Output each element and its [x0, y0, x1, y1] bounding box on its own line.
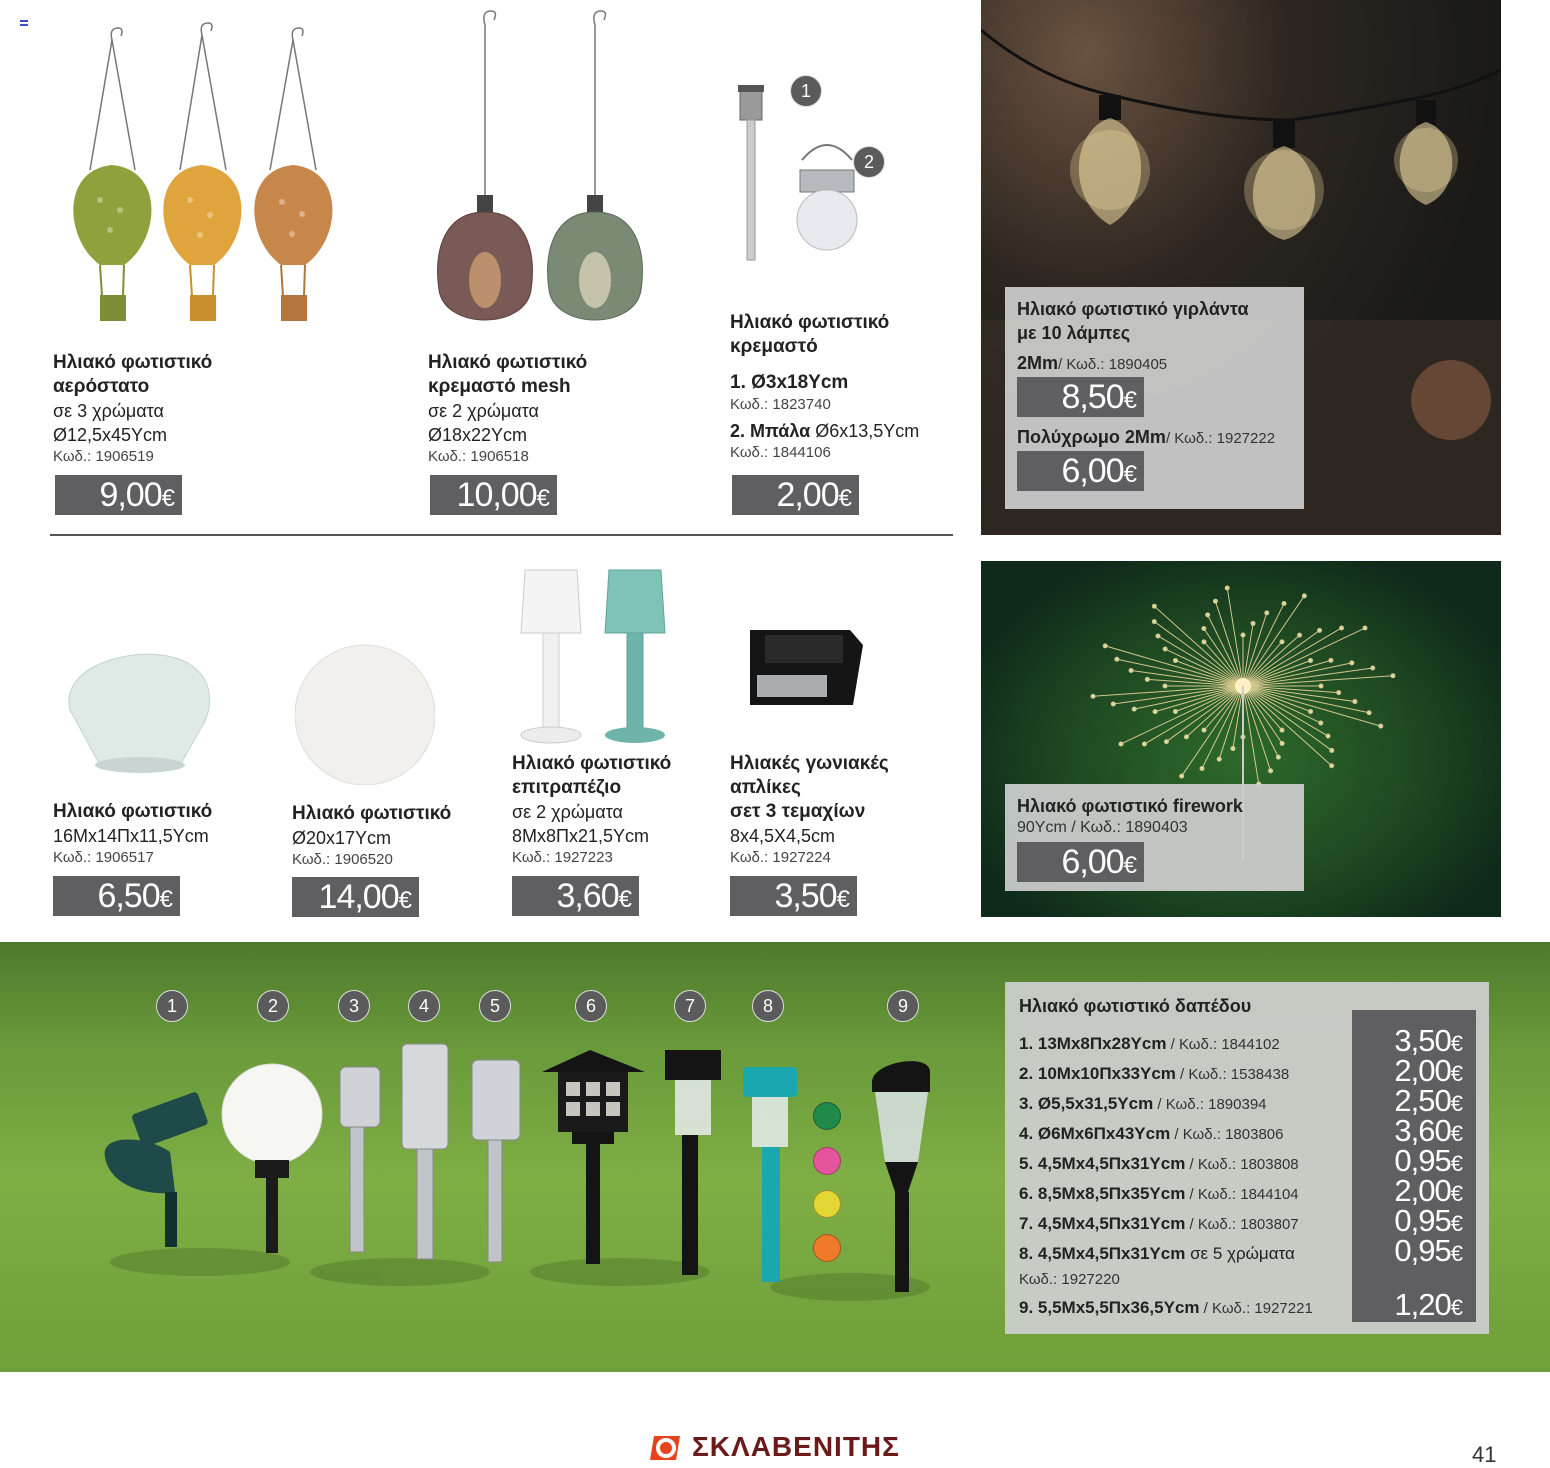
euro-sign: €	[536, 485, 549, 512]
euro-sign: €	[1450, 1091, 1462, 1116]
variant-name: 2. Μπάλα	[730, 421, 811, 441]
lamp-number-badge: 7	[674, 990, 706, 1022]
product-title: απλίκες	[730, 777, 801, 798]
euro-sign: €	[1450, 1181, 1462, 1206]
euro-sign: €	[1123, 387, 1136, 414]
euro-sign: €	[1450, 1295, 1462, 1320]
product-code: Κωδ.: 1823740	[730, 396, 831, 413]
price-tag	[1352, 1173, 1476, 1208]
price-value: 2,00	[776, 476, 839, 514]
stone-lamp-image	[60, 640, 220, 780]
spec-row	[1019, 1089, 1359, 1119]
euro-sign: €	[1450, 1151, 1462, 1176]
firework-info-box	[1005, 784, 1304, 891]
lamp-number-badge: 1	[156, 990, 188, 1022]
price-value: 2,50	[1394, 1083, 1451, 1118]
product-code: Κωδ.: 1844106	[730, 444, 831, 461]
euro-sign: €	[1450, 1241, 1462, 1266]
product-size: Ø20x17Ycm	[292, 828, 392, 848]
euro-sign: €	[161, 485, 174, 512]
lamp-number-badge: 5	[479, 990, 511, 1022]
lamp-number-badge: 8	[752, 990, 784, 1022]
price-value: 6,00	[1061, 452, 1124, 490]
euro-sign: €	[1450, 1211, 1462, 1236]
balloon-lanterns-image	[60, 10, 350, 330]
product-desc: σε 2 χρώματα	[512, 802, 623, 822]
product-title: Ηλιακό φωτιστικό γιρλάντα	[1017, 299, 1249, 319]
price-tag	[1017, 377, 1144, 417]
spec-size: 2. 10Mx10Πx33Ycm	[1019, 1064, 1176, 1083]
variant-badge: 1	[790, 75, 822, 107]
garland-option-1	[1017, 351, 1292, 375]
ball-lamp-image	[295, 640, 435, 785]
product-code: Κωδ.: 1906520	[292, 851, 393, 868]
price-value: 6,00	[1061, 843, 1124, 881]
spec-size: 5. 4,5Mx4,5Πx31Ycm	[1019, 1154, 1186, 1173]
spec-row	[1019, 1293, 1359, 1323]
page-number: 41	[1472, 1442, 1497, 1467]
price-tag	[1352, 1083, 1476, 1118]
color-swatch	[813, 1190, 841, 1218]
product-title: αερόστατο	[53, 376, 150, 397]
price-value: 3,50	[1394, 1023, 1451, 1058]
price-tag	[53, 876, 180, 916]
table-lamps-image	[515, 565, 675, 750]
product-size: 8Mx8Πx21,5Ycm	[512, 826, 650, 846]
variant-badge: 2	[853, 146, 885, 178]
price-value: 0,95	[1394, 1143, 1451, 1178]
color-swatch	[813, 1147, 841, 1175]
product-title: Ηλιακές γωνιακές	[730, 753, 889, 774]
product-title: Ηλιακό φωτιστικό firework	[1017, 796, 1243, 816]
price-tag	[1352, 1233, 1476, 1268]
spec-size: 1. 13Mx8Πx28Ycm	[1019, 1034, 1167, 1053]
price-value: 14,00	[318, 878, 399, 916]
product-code: / Κωδ.: 1844104	[1185, 1186, 1299, 1203]
lamp-number-badge: 2	[257, 990, 289, 1022]
product-code: / Κωδ.: 1538438	[1175, 1066, 1290, 1083]
price-value: 3,60	[1394, 1113, 1451, 1148]
corner-wall-lights-image	[745, 620, 870, 715]
product-desc: σε 3 χρώματα	[53, 401, 164, 421]
price-tag	[1017, 451, 1144, 491]
price-value: 2,00	[1394, 1053, 1451, 1088]
brand-name: ΣΚΛΑΒΕΝΙΤΗΣ	[692, 1431, 900, 1462]
spec-size: 4. Ø6Mx6Πx43Ycm	[1019, 1124, 1171, 1143]
floor-spec-list	[1019, 1029, 1359, 1323]
product-code: Κωδ.: 1906519	[53, 448, 154, 465]
price-tag	[730, 876, 857, 916]
spec-row	[1019, 1029, 1359, 1059]
product-code: / Κωδ.: 1927222	[1165, 430, 1276, 447]
product-title: Ηλιακό φωτιστικό	[53, 801, 213, 822]
floor-price-column	[1352, 1010, 1476, 1322]
product-title: Ηλιακό φωτιστικό	[292, 803, 452, 824]
product-size: Ø18x22Ycm	[428, 425, 528, 445]
price-tag	[1352, 1143, 1476, 1178]
spec-row	[1019, 1059, 1359, 1089]
price-tag	[55, 475, 182, 515]
euro-sign: €	[838, 485, 851, 512]
price-tag	[1352, 1053, 1476, 1088]
brand-logo	[650, 1430, 900, 1464]
price-value: 9,00	[99, 476, 162, 514]
spec-row	[1019, 1239, 1359, 1269]
lamp-number-badge: 3	[338, 990, 370, 1022]
spec-row	[1019, 1179, 1359, 1209]
product-title: με 10 λάμπες	[1017, 323, 1131, 343]
price-tag	[1352, 1287, 1476, 1322]
price-value: 10,00	[456, 476, 537, 514]
spec-size: 6. 8,5Mx8,5Πx35Ycm	[1019, 1184, 1186, 1203]
spec-row	[1019, 1119, 1359, 1149]
product-title: Ηλιακό φωτιστικό	[428, 352, 588, 373]
spec-row	[1019, 1269, 1359, 1293]
price-value: 0,95	[1394, 1203, 1451, 1238]
price-value: 3,50	[774, 877, 837, 915]
flag-icon	[20, 20, 28, 26]
euro-sign: €	[1450, 1121, 1462, 1146]
product-code: Κωδ.: 1906518	[428, 448, 529, 465]
product-code: Κωδ.: 1927220	[1019, 1271, 1120, 1288]
price-tag	[732, 475, 859, 515]
option-size: 2Mm	[1017, 353, 1059, 373]
product-size: Ø12,5x45Ycm	[53, 425, 168, 445]
price-value: 8,50	[1061, 378, 1124, 416]
product-title: κρεμαστό mesh	[428, 376, 571, 397]
variant-row	[730, 419, 970, 443]
mesh-lanterns-image	[425, 0, 665, 335]
color-swatch	[813, 1102, 841, 1130]
product-code: / Κωδ.: 1890405	[1058, 356, 1168, 373]
euro-sign: €	[398, 887, 411, 914]
euro-sign: €	[618, 886, 631, 913]
product-title: Ηλιακό φωτιστικό	[730, 312, 890, 333]
spec-row	[1019, 1149, 1359, 1179]
spec-size: 3. Ø5,5x31,5Ycm	[1019, 1094, 1154, 1113]
price-value: 0,95	[1394, 1233, 1451, 1268]
product-title: σετ 3 τεμαχίων	[730, 801, 866, 822]
variant-size: Ø6x13,5Ycm	[810, 421, 920, 441]
garland-option-2	[1017, 425, 1292, 449]
product-title: Ηλιακό φωτιστικό	[512, 753, 672, 774]
spec-size: 8. 4,5Mx4,5Πx31Ycm	[1019, 1244, 1186, 1263]
euro-sign: €	[1450, 1061, 1462, 1086]
option-size: Πολύχρωμο 2Mm	[1017, 427, 1166, 447]
price-tag	[1017, 842, 1144, 882]
euro-sign: €	[1123, 852, 1136, 879]
price-value: 2,00	[1394, 1173, 1451, 1208]
price-tag	[292, 877, 419, 917]
variant-size: 1. Ø3x18Ycm	[730, 372, 849, 393]
product-code: / Κωδ.: 1803808	[1185, 1156, 1299, 1173]
price-value: 1,20	[1394, 1287, 1451, 1322]
price-tag	[430, 475, 557, 515]
product-code: / Κωδ.: 1844102	[1166, 1036, 1280, 1053]
price-tag	[1352, 1113, 1476, 1148]
product-desc: σε 2 χρώματα	[428, 401, 539, 421]
product-code: Κωδ.: 1927224	[730, 849, 831, 866]
euro-sign: €	[1123, 461, 1136, 488]
product-title: Ηλιακό φωτιστικό	[53, 352, 213, 373]
product-code: / Κωδ.: 1803807	[1185, 1216, 1299, 1233]
lamp-number-badge: 9	[887, 990, 919, 1022]
euro-sign: €	[159, 886, 172, 913]
product-code: / Κωδ.: 1803806	[1170, 1126, 1284, 1143]
price-tag	[512, 876, 639, 916]
spec-size: 7. 4,5Mx4,5Πx31Ycm	[1019, 1214, 1186, 1233]
product-title: κρεμαστό	[730, 336, 818, 357]
price-value: 6,50	[97, 877, 160, 915]
euro-sign: €	[836, 886, 849, 913]
price-tag	[1352, 1023, 1476, 1058]
product-title: Ηλιακό φωτιστικό δαπέδου	[1019, 996, 1252, 1016]
product-code: Κωδ.: 1927223	[512, 849, 613, 866]
brand-logo-icon	[650, 1430, 686, 1464]
lamp-number-badge: 6	[575, 990, 607, 1022]
product-code: / Κωδ.: 1927221	[1199, 1300, 1313, 1317]
price-value: 3,60	[556, 877, 619, 915]
product-code: / Κωδ.: 1890394	[1153, 1096, 1267, 1113]
product-size: 16Mx14Πx11,5Ycm	[53, 826, 209, 846]
garland-info-box	[1005, 287, 1304, 509]
price-tag	[1352, 1203, 1476, 1238]
lamp-number-badge: 4	[408, 990, 440, 1022]
spec-row	[1019, 1209, 1359, 1239]
section-divider	[50, 534, 953, 536]
color-swatch	[813, 1234, 841, 1262]
product-size: 8x4,5X4,5cm	[730, 826, 836, 846]
euro-sign: €	[1450, 1031, 1462, 1056]
spec-size: 9. 5,5Mx5,5Πx36,5Ycm	[1019, 1298, 1200, 1317]
floor-lights-info-box	[1005, 982, 1489, 1334]
product-title: επιτραπέζιο	[512, 777, 622, 798]
product-size-code: 90Ycm / Κωδ.: 1890403	[1017, 819, 1188, 836]
spec-colors: σε 5 χρώματα	[1185, 1244, 1295, 1263]
product-code: Κωδ.: 1906517	[53, 849, 154, 866]
